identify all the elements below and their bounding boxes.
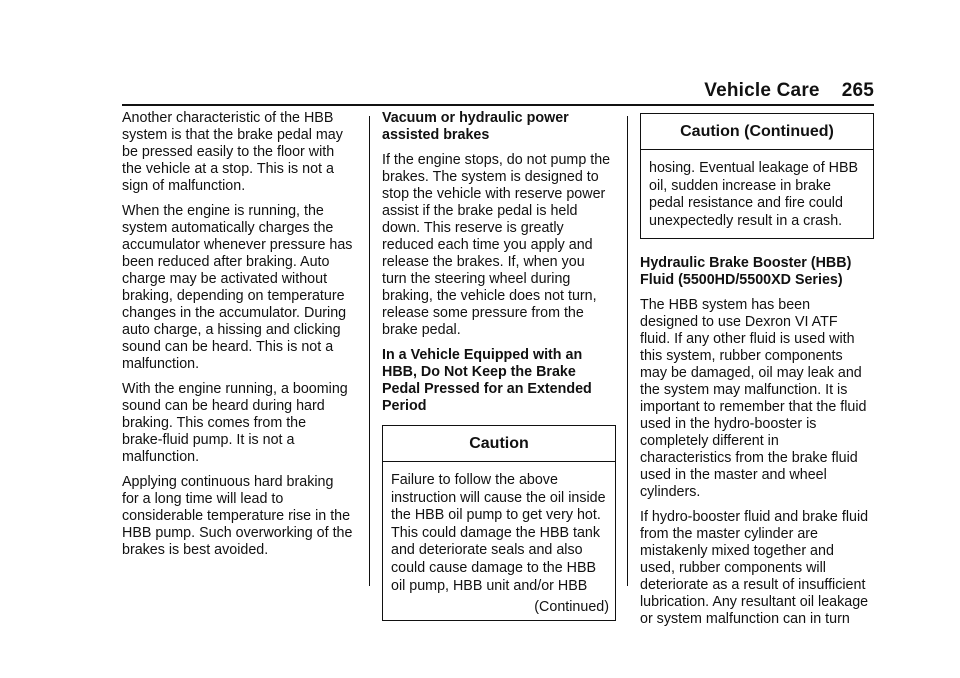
column-1 bbox=[122, 110, 360, 567]
paragraph: Another characteristic of the HBB system is that the brake pedal may be pressed easily to the floor with the vehicle at a stop. This is not a sign of malfunction. bbox=[122, 110, 343, 194]
section-heading: Hydraulic Brake Booster (HBB) Fluid (5500HD/5500XD Series) bbox=[640, 255, 852, 289]
paragraph: When the engine is running, the system automatically charges the accumulator whenever pressure has been reduced after braking. Auto charge may be activated without braking, depending on temperature changes in the accumulator. During auto charge, a hissing and clicking sound can be heard. This is not a malfunction. bbox=[122, 203, 353, 372]
continued-label: (Continued) bbox=[534, 599, 609, 616]
section-heading: In a Vehicle Equipped with an HBB, Do Not Keep the Brake Pedal Pressed for an Extended Period bbox=[382, 347, 592, 414]
paragraph: Applying continuous hard braking for a long time will lead to considerable temperature rise in the HBB pump. Such overworking of the brakes is best avoided. bbox=[122, 474, 353, 558]
paragraph: If hydro-booster fluid and brake fluid from the master cylinder are mistakenly mixed together and used, rubber components will deteriorate as a result of insufficient lubrication. Any resultant oil leakage or system malfunction can in turn bbox=[640, 509, 869, 628]
section-heading: Vacuum or hydraulic power assisted brakes bbox=[382, 110, 569, 143]
caution-title: Caution (Continued) bbox=[641, 114, 873, 150]
caution-box-continued bbox=[640, 113, 874, 239]
column-2 bbox=[382, 110, 618, 621]
section-title: Vehicle Care bbox=[704, 80, 820, 101]
page-number: 265 bbox=[841, 80, 874, 101]
caution-box bbox=[382, 425, 616, 621]
caution-body: hosing. Eventual leakage of HBB oil, sudden increase in brake pedal resistance and fire could unexpectedly result in a crash. bbox=[649, 160, 859, 229]
column-divider-1 bbox=[369, 116, 370, 586]
column-3 bbox=[640, 113, 876, 636]
paragraph: If the engine stops, do not pump the brakes. The system is designed to stop the vehicle with reserve power assist if the brake pedal is held down. This reserve is greatly reduced each time you apply and release the brakes. If, when you turn the steering wheel during braking, the vehicle does not turn, release some pressure from the brake pedal. bbox=[382, 152, 611, 338]
header-rule bbox=[122, 104, 874, 106]
page-header bbox=[704, 80, 874, 102]
paragraph: The HBB system has been designed to use Dexron VI ATF fluid. If any other fluid is used with this system, rubber components may be damaged, oil may leak and the system may malfunction. It is important to remember that the fluid used in the hydro-booster is completely different in characteristics from the brake fluid used in the master and wheel cylinders. bbox=[640, 297, 867, 501]
caution-title: Caution bbox=[383, 426, 615, 462]
column-divider-2 bbox=[627, 116, 628, 586]
caution-body: Failure to follow the above instruction will cause the oil inside the HBB oil pump to get very hot. This could damage the HBB tank and deteriorate seals and also could cause damage to the HBB oil pump, HBB unit and/or HBB bbox=[391, 472, 606, 594]
paragraph: With the engine running, a booming sound can be heard during hard braking. This comes from the brake-fluid pump. It is not a malfunction. bbox=[122, 381, 348, 465]
